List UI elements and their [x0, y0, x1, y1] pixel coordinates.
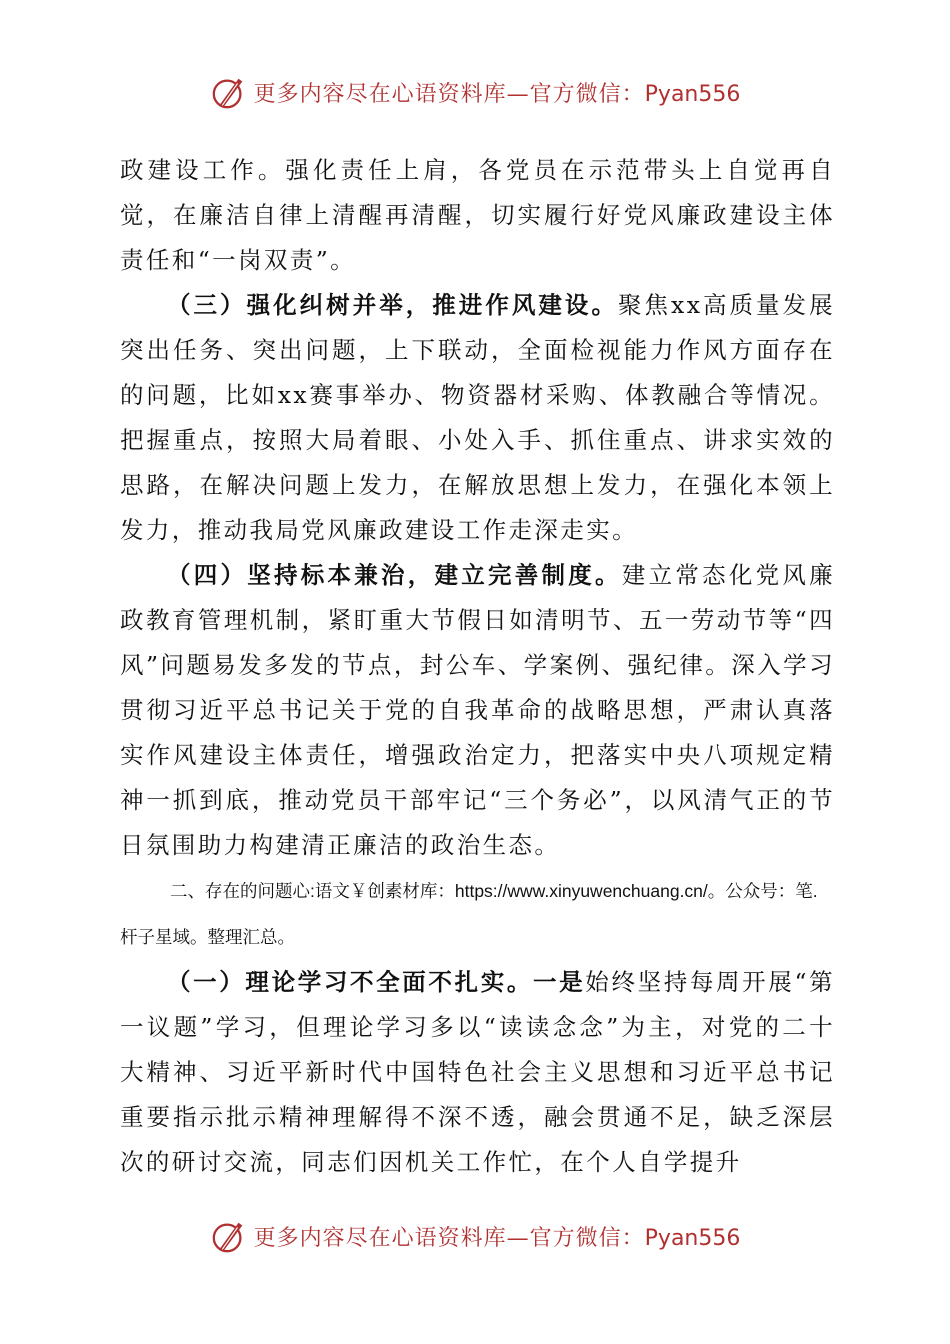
pen-logo-icon	[210, 73, 248, 111]
section-three-heading: （三）强化纠树并举，推进作风建设。	[167, 291, 618, 319]
header-watermark	[0, 70, 950, 114]
section-three-text: 聚焦xx高质量发展突出任务、突出问题，上下联动，全面检视能力作风方面存在的问题，比如xx赛事举办、物资器材采购、体教融合等情况。把握重点，按照大局着眼、小处入手、抓住重点、讲求实效的思路，在解决问题上发力，在解放思想上发力，在强化本领上发力，推动我局党风廉政建设工作走深走实。	[120, 291, 835, 544]
watermark-text: 更多内容尽在心语资料库—官方微信：Pyan556	[253, 81, 741, 107]
inserted-source-note: 二、存在的问题心:语文￥创素材库：https://www.xinyuwenchuang.cn/。公众号：笔.杆子星域。整理汇总。	[120, 881, 818, 947]
watermark-text: 更多内容尽在心语资料库—官方微信：Pyan556	[253, 1225, 741, 1251]
paragraph-section-three	[120, 283, 835, 553]
pen-logo-icon	[210, 1217, 248, 1255]
paragraph-problem-one	[120, 960, 835, 1185]
section-four-text: 建立常态化党风廉政教育管理机制，紧盯重大节假日如清明节、五一劳动节等“四风”问题易发多发的节点，封公车、学案例、强纪律。深入学习贯彻习近平总书记关于党的自我革命的战略思想，严肃认真落实作风建设主体责任，增强政治定力，把落实中央八项规定精神一抓到底，推动党员干部牢记“三个务必”，以风清气正的节日氛围助力构建清正廉洁的政治生态。	[120, 561, 835, 859]
document-body	[120, 148, 835, 1185]
problem-one-text: 始终坚持每周开展“第一议题”学习，但理论学习多以“读读念念”为主，对党的二十大精神、习近平新时代中国特色社会主义思想和习近平总书记重要指示批示精神理解得不深不透，融会贯通不足，缺乏深层次的研讨交流，同志们因机关工作忙，在个人自学提升	[120, 968, 835, 1176]
paragraph-section-four	[120, 553, 835, 868]
problem-one-heading: （一）理论学习不全面不扎实。一是	[167, 968, 586, 996]
paragraph-continuation: 政建设工作。强化责任上肩，各党员在示范带头上自觉再自觉，在廉洁自律上清醒再清醒，切实履行好党风廉政建设主体责任和“一岗双责”。	[120, 156, 835, 274]
section-four-heading: （四）坚持标本兼治，建立完善制度。	[167, 561, 622, 589]
footer-watermark	[0, 1214, 950, 1258]
